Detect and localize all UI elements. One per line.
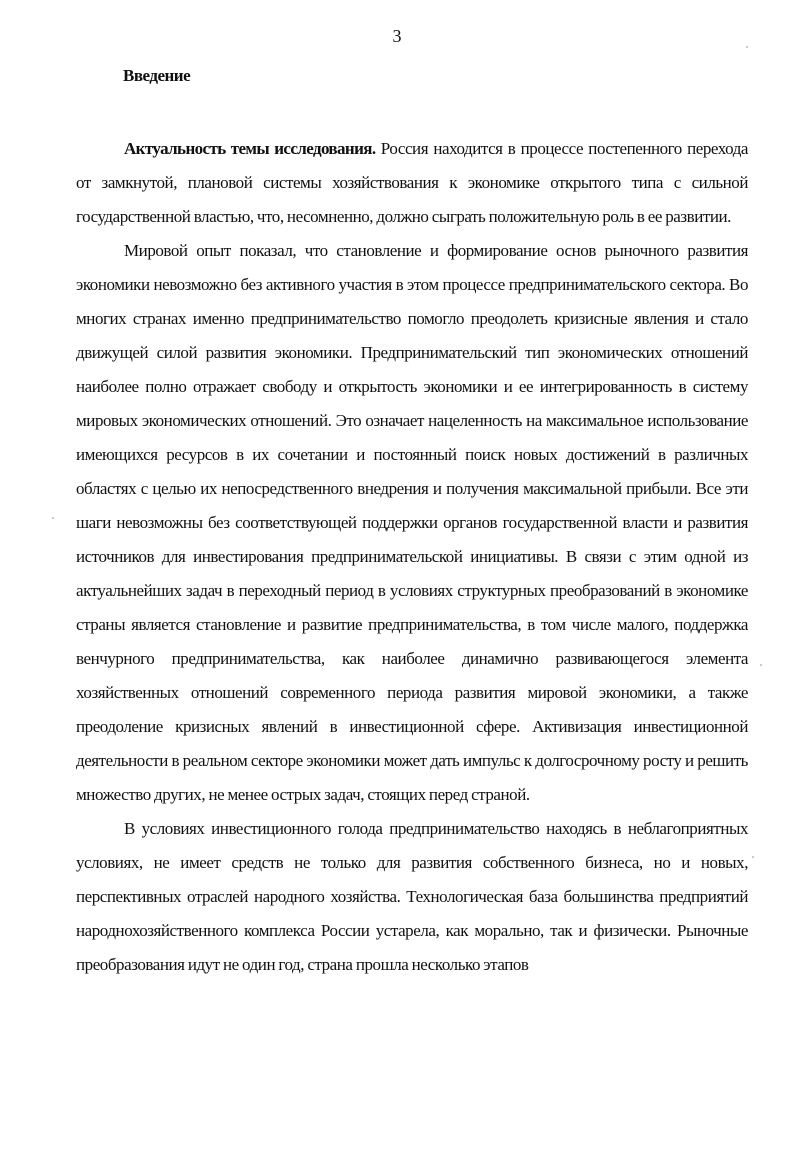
body-text (76, 132, 748, 982)
scan-speck (760, 664, 762, 666)
paragraph-text: В условиях инвестиционного голода предпринимательство находясь в неблагоприятных условиях, не имеет средств не только для развития собственного бизнеса, но и новых, перспективных отраслей народного хозяйства. Технологическая база большинства предприятий народнохозяйственного комплекса России устарела, как морально, так и физически. Рыночные преобразования идут не один год, страна прошла несколько этапов (76, 819, 748, 974)
paragraph-text: Россия находится в процессе постепенного перехода от замкнутой, плановой системы хозяйствования к экономике открытого типа с сильной государственной властью, что, несомненно, должно сыграть положительную роль в ее развитии. (76, 139, 749, 226)
paragraph-relevance (76, 132, 748, 234)
paragraph-lead: Актуальность темы исследования. (124, 139, 376, 158)
paragraph-text: Мировой опыт показал, что становление и формирование основ рыночного развития экономики невозможно без активного участия в этом процессе предпринимательского сектора. Во многих странах именно предпринимательство помогло преодолеть кризисные явления и стало движущей силой развития экономики. Предпринимательский тип экономических отношений наиболее полно отражает свободу и открытость экономики и ее интегрированность в систему мировых экономических отношений. Это означает нацеленность на максимальное использование имеющихся ресурсов в их сочетании и постоянный поиск новых достижений в различных областях с целью их непосредственного внедрения и получения максимальной прибыли. Все эти шаги невозможны без соответствующей поддержки органов государственной власти и развития источников для инвестирования предпринимательской инициативы. В связи с этим одной из актуальнейших задач в переходный период в условиях структурных преобразований в экономике страны является становление и развитие предпринимательства, в том числе малого, поддержка венчурного предпринимательства, как наиболее динамично развивающегося элемента хозяйственных отношений современного периода развития мировой экономики, а также преодоление кризисных явлений в инвестиционной сфере. Активизация инвестиционной деятельности в реальном секторе экономики может дать импульс к долгосрочному росту и решить множество других, не менее острых задач, стоящих перед страной. (76, 241, 748, 804)
scan-speck (752, 856, 754, 858)
section-heading: Введение (123, 66, 191, 85)
paragraph-world-experience (76, 234, 748, 812)
paragraph-investment-hunger (76, 812, 748, 982)
page-number: 3 (392, 26, 402, 46)
scan-speck (52, 517, 54, 519)
scan-speck (746, 46, 748, 48)
